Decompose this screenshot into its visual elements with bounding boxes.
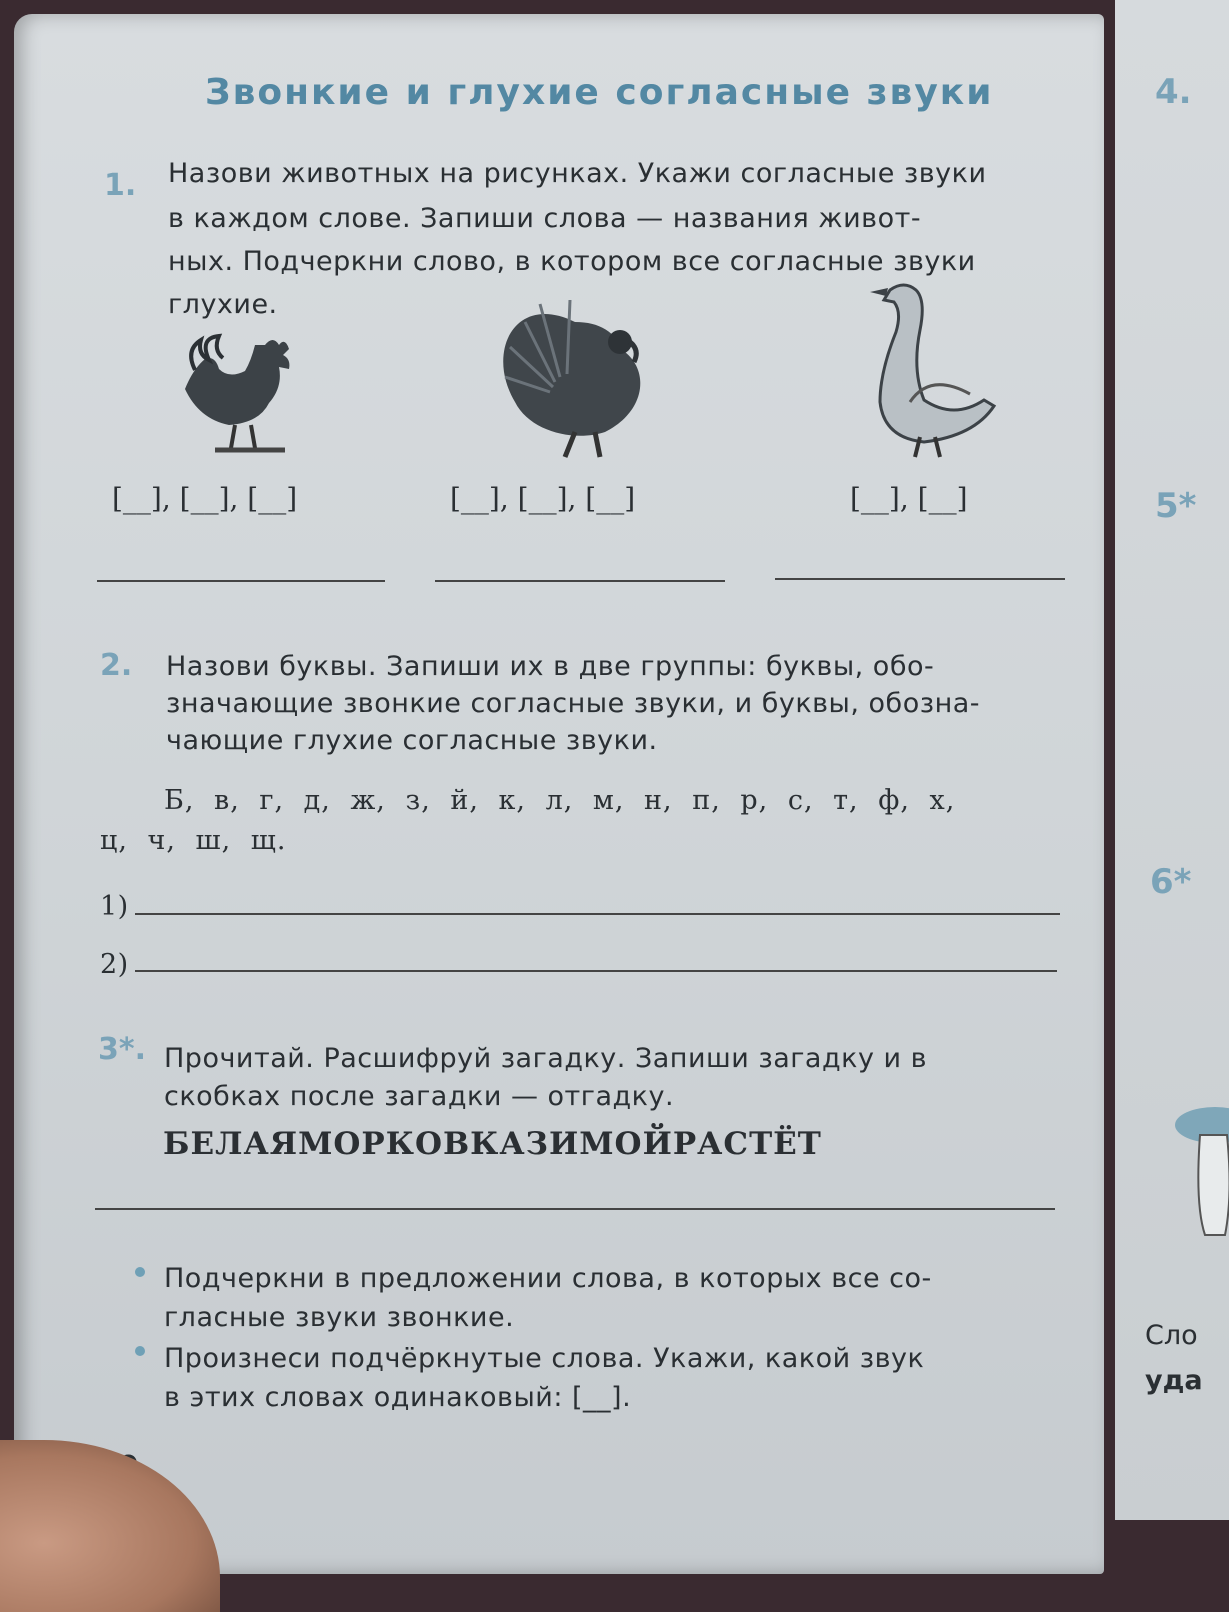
answer-1-label: 1) <box>100 891 129 922</box>
answer-line-1[interactable] <box>135 913 1060 915</box>
right-text-2: уда <box>1145 1365 1203 1396</box>
goose-icon <box>870 282 1000 462</box>
answer-line-goose[interactable] <box>775 578 1065 580</box>
rooster-sounds-brackets: [__], [__], [__] <box>112 482 298 515</box>
task-3-text-line-1: Прочитай. Расшифруй загадку. Запиши загадку и в <box>164 1043 928 1074</box>
task-1-text-line-2: в каждом слове. Запиши слова — названия живот- <box>168 203 922 234</box>
task-2-text-line-2: значающие звонкие согласные звуки, и буквы, обозна- <box>166 688 981 719</box>
turkey-sounds-brackets: [__], [__], [__] <box>450 482 636 515</box>
bullet-1-line-1: Подчеркни в предложении слова, в которых все со- <box>164 1263 932 1294</box>
task-1-number: 1. <box>104 168 137 203</box>
bullet-2-line-1: Произнеси подчёркнутые слова. Укажи, какой звук <box>164 1343 925 1374</box>
turkey-icon <box>495 292 655 462</box>
answer-line-rooster[interactable] <box>97 580 385 582</box>
rooster-icon <box>175 330 305 460</box>
next-page <box>1115 0 1229 1520</box>
bullet-2-line-2: в этих словах одинаковый: [__]. <box>164 1382 632 1413</box>
task-3-text-line-2: скобках после загадки — отгадку. <box>164 1081 675 1112</box>
task-2-number: 2. <box>100 648 133 683</box>
answer-2-label: 2) <box>100 949 129 980</box>
riddle-answer-line[interactable] <box>95 1208 1055 1210</box>
bullet-1-line-2: гласные звуки звонкие. <box>164 1302 515 1333</box>
task-2-text-line-1: Назови буквы. Запиши их в две группы: буквы, обо- <box>166 651 935 682</box>
right-task-number-6: 6* <box>1150 862 1192 902</box>
bullet-1-dot <box>135 1267 145 1277</box>
answer-line-turkey[interactable] <box>435 580 725 582</box>
task-3-number: 3*. <box>98 1032 146 1067</box>
mushroom-icon <box>1175 1095 1229 1245</box>
task-2-text-line-3: чающие глухие согласные звуки. <box>166 725 658 756</box>
bullet-2-dot <box>135 1346 145 1356</box>
task-1-text-line-3: ных. Подчеркни слово, в котором все согласные звуки <box>168 246 976 277</box>
riddle-cipher: БЕЛАЯМОРКОВКАЗИМОЙРАСТЁТ <box>163 1126 822 1162</box>
page-title: Звонкие и глухие согласные звуки <box>205 72 994 113</box>
right-task-number-5: 5* <box>1155 486 1197 526</box>
task-1-text-line-4: глухие. <box>168 289 278 320</box>
letters-line-2: ц, ч, ш, щ. <box>100 825 287 856</box>
right-task-number-4: 4. <box>1155 72 1192 112</box>
right-text-1: Сло <box>1145 1320 1198 1351</box>
answer-line-2[interactable] <box>135 970 1057 972</box>
letters-line-1: Б, в, г, д, ж, з, й, к, л, м, н, п, р, с, т, ф, х, <box>164 785 956 816</box>
goose-sounds-brackets: [__], [__] <box>850 482 968 515</box>
task-1-text-line-1: Назови животных на рисунках. Укажи согласные звуки <box>168 158 987 189</box>
